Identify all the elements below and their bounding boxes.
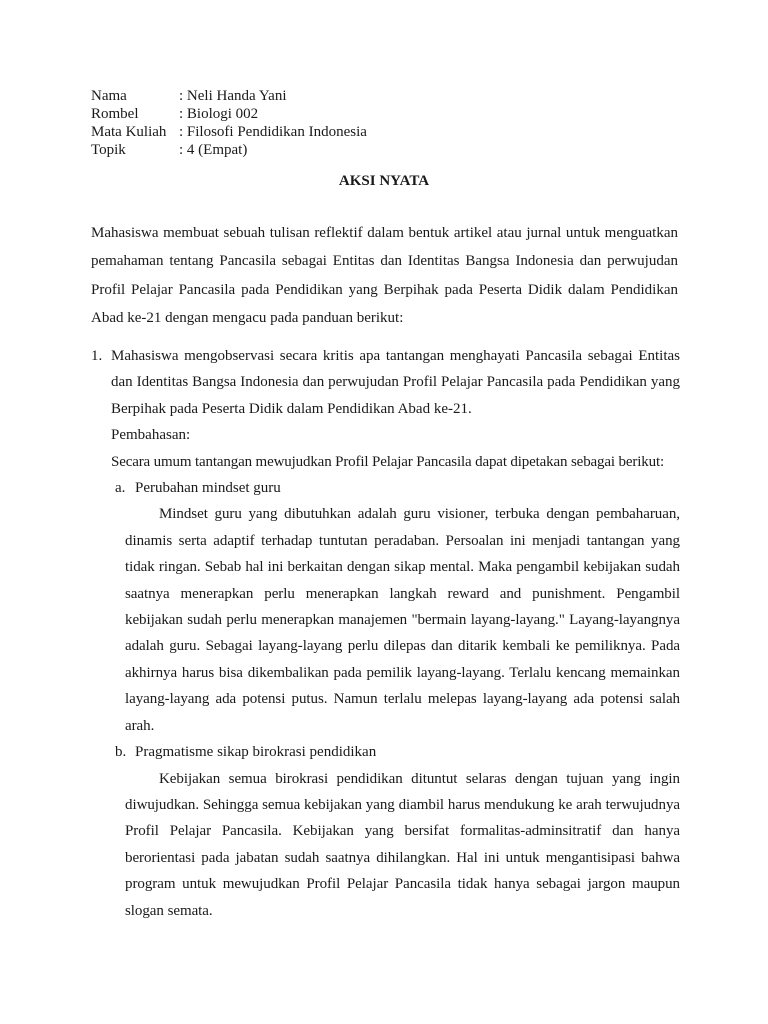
- info-row-rombel: [91, 105, 367, 123]
- item-text: Mahasiswa mengobservasi secara kritis apa tantangan menghayati Pancasila sebagai Entitas dan Identitas Bangsa Indonesia dan perwujudan Profil Pelajar Pancasila pada Pendidikan yang Berpihak pada Peserta Didik dalam Pendidikan Abad ke-21.: [111, 348, 680, 417]
- numbered-section: [91, 343, 680, 924]
- subitem-paragraph: Kebijakan semua birokrasi pendidikan dituntut selaras dengan tujuan yang ingin diwujudkan. Sehingga semua kebijakan yang diambil harus mendukung ke arah terwujudnya Profil Pelajar Pancasila. Kebijakan yang bersifat formalitas-adminsitratif dan hanya berorientasi pada jabatan sudah saatnya dihilangkan. Hal ini untuk mengantisipasi bahwa program untuk mewujudkan Profil Pelajar Pancasila tidak hanya sebagai jargon maupun slogan semata.: [125, 770, 680, 919]
- info-value: : 4 (Empat): [179, 142, 248, 158]
- info-value: : Neli Handa Yani: [179, 88, 287, 104]
- item-number: 1.: [91, 348, 103, 364]
- subitem-heading: Pragmatisme sikap birokrasi pendidikan: [135, 744, 377, 761]
- subitem-letter: b.: [115, 744, 127, 761]
- item-body: [111, 343, 680, 924]
- info-label: Nama: [91, 88, 127, 104]
- discussion-label: Pembahasan:: [111, 427, 191, 444]
- info-label: Rombel: [91, 106, 139, 122]
- subitem-b: [115, 739, 680, 765]
- subitem-paragraph: Mindset guru yang dibutuhkan adalah guru visioner, terbuka dengan pembaharuan, dinamis serta adaptif terhadap tuntutan peradaban. Persoalan ini menjadi tantangan yang tidak ringan. Sebab hal ini berkaitan dengan sikap mental. Maka pengambil kebijakan sudah saatnya menerapkan perlu menerapkan langkah reward and punishment. Pengambil kebijakan sudah perlu menerapkan manajemen "bermain layang-layang." Layang-layangnya adalah guru. Sebagai layang-layang perlu dilepas dan ditarik kembali ke pemiliknya. Pada akhirnya harus bisa dikembalikan pada pemilik layang-layang. Terlalu kencang memainkan layang-layang ada potensi putus. Namun terlalu melepas layang-layang ada potensi salah arah.: [125, 506, 680, 734]
- info-value: : Biologi 002: [179, 106, 259, 122]
- subitem-a: [115, 475, 680, 501]
- subitem-heading: Perubahan mindset guru: [135, 480, 281, 497]
- info-row-topic: [91, 141, 367, 159]
- info-label: Mata Kuliah: [91, 124, 167, 140]
- document-title: AKSI NYATA: [338, 173, 430, 189]
- list-item-1: [91, 343, 680, 924]
- info-row-course: [91, 123, 367, 141]
- info-label: Topik: [91, 142, 126, 158]
- info-value: : Filosofi Pendidikan Indonesia: [179, 124, 367, 140]
- subitem-letter: a.: [115, 480, 126, 497]
- discussion-intro: Secara umum tantangan mewujudkan Profil Pelajar Pancasila dapat dipetakan sebagai berikut:: [111, 453, 664, 470]
- intro-paragraph: Mahasiswa membuat sebuah tulisan reflektif dalam bentuk artikel atau jurnal untuk menguatkan pemahaman tentang Pancasila sebagai Entitas dan Identitas Bangsa Indonesia dan perwujudan Profil Pelajar Pancasila pada Pendidikan yang Berpihak pada Peserta Didik dalam Pendidikan Abad ke-21 dengan mengacu pada panduan berikut:: [91, 225, 678, 327]
- info-row-name: [91, 87, 367, 105]
- student-info: [91, 87, 367, 159]
